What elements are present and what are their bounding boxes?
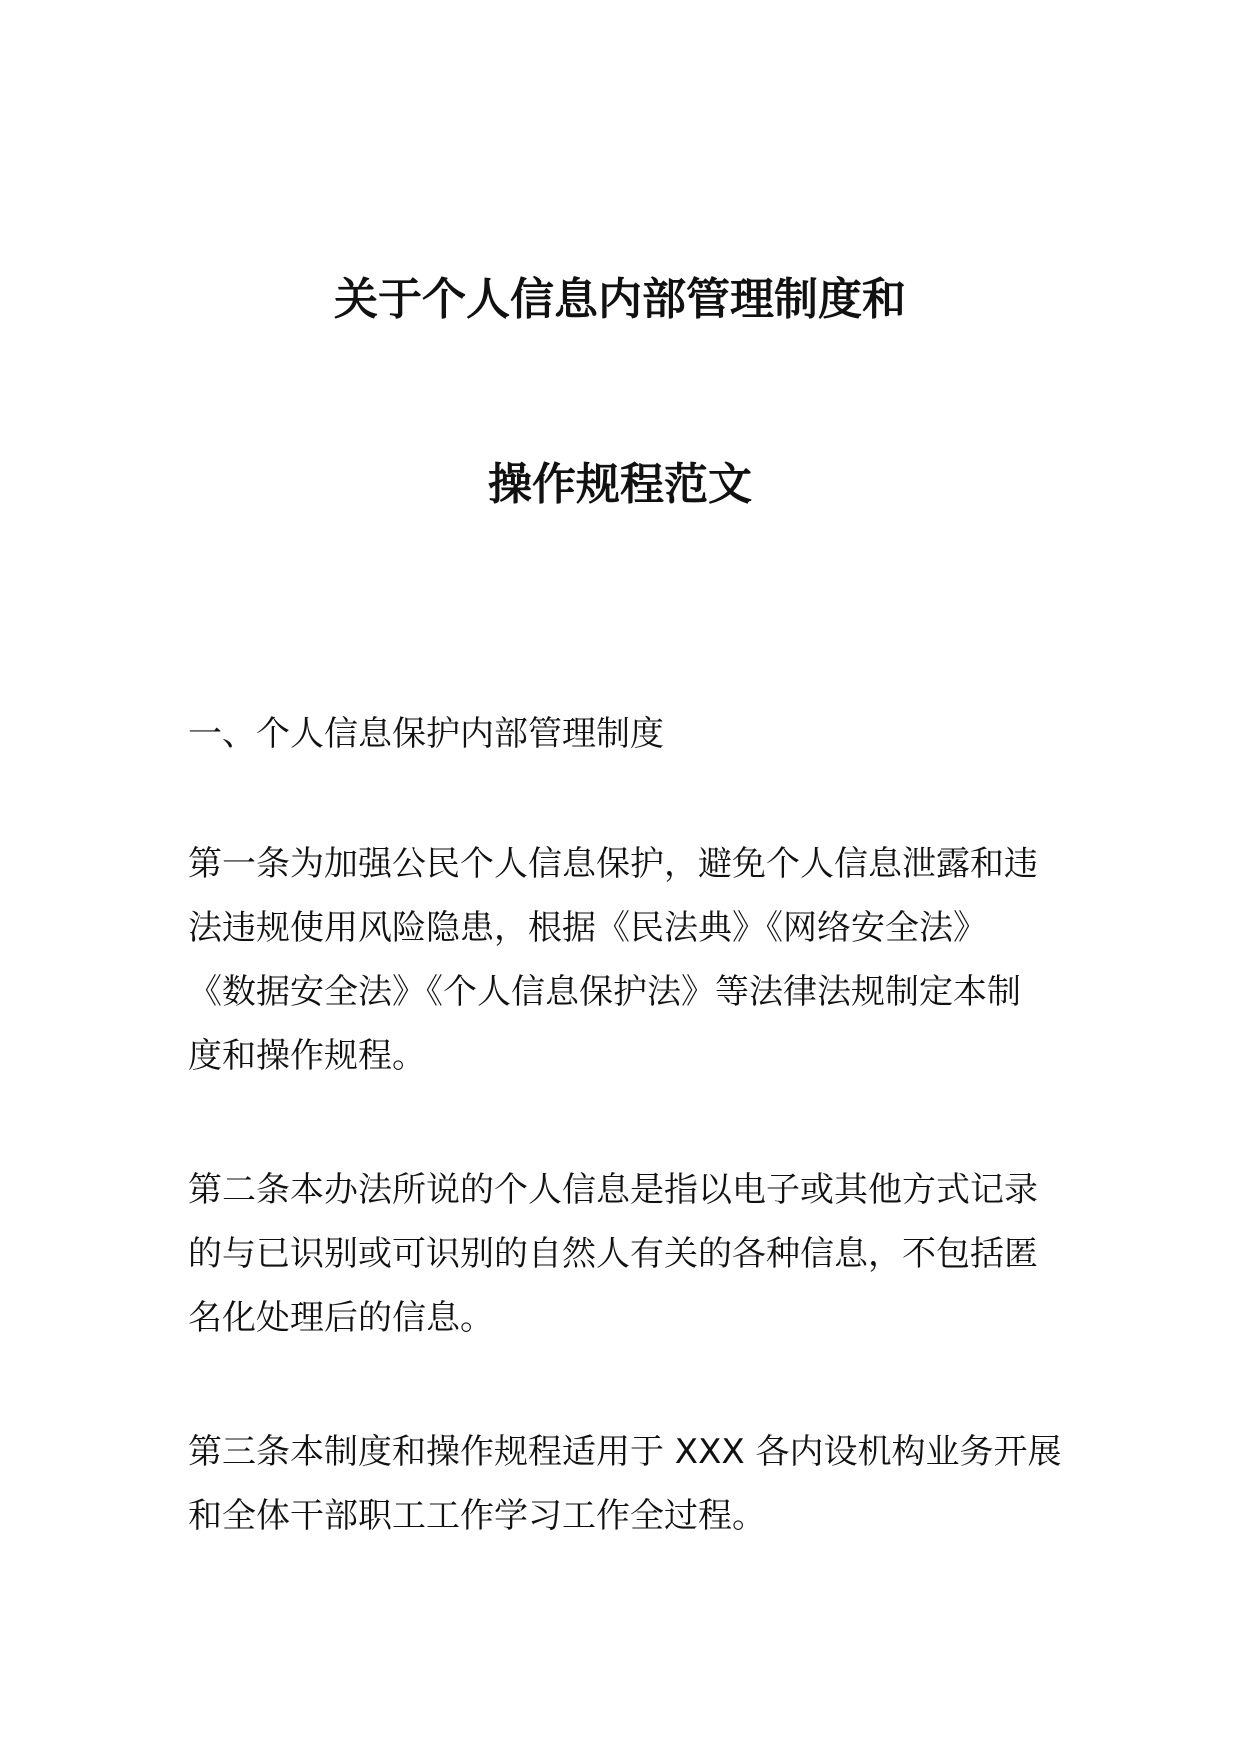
article-2-line: 名化处理后的信息。	[188, 1298, 494, 1338]
article-3-line: 和全体干部职工工作学习工作全过程。	[188, 1496, 766, 1536]
article-1-line: 法违规使用风险隐患，根据《民法典》《网络安全法》	[188, 908, 987, 948]
article-1-paragraph	[188, 832, 1063, 1088]
article-3-line: 第三条本制度和操作规程适用于 XXX 各内设机构业务开展	[188, 1432, 1062, 1472]
article-1-line: 度和操作规程。	[188, 1036, 426, 1076]
article-3-paragraph	[188, 1420, 1063, 1548]
article-1-line: 第一条为加强公民个人信息保护，避免个人信息泄露和违	[188, 844, 1038, 884]
document-title-line-1: 关于个人信息内部管理制度和	[334, 274, 906, 325]
article-1-line: 《数据安全法》《个人信息保护法》等法律法规制定本制	[188, 972, 1021, 1012]
section-heading: 一、个人信息保护内部管理制度	[188, 714, 664, 754]
document-title-line-2: 操作规程范文	[488, 459, 752, 510]
article-2-paragraph	[188, 1158, 1063, 1350]
article-2-line: 的与已识别或可识别的自然人有关的各种信息，不包括匿	[188, 1234, 1038, 1274]
article-2-line: 第二条本办法所说的个人信息是指以电子或其他方式记录	[188, 1170, 1038, 1210]
